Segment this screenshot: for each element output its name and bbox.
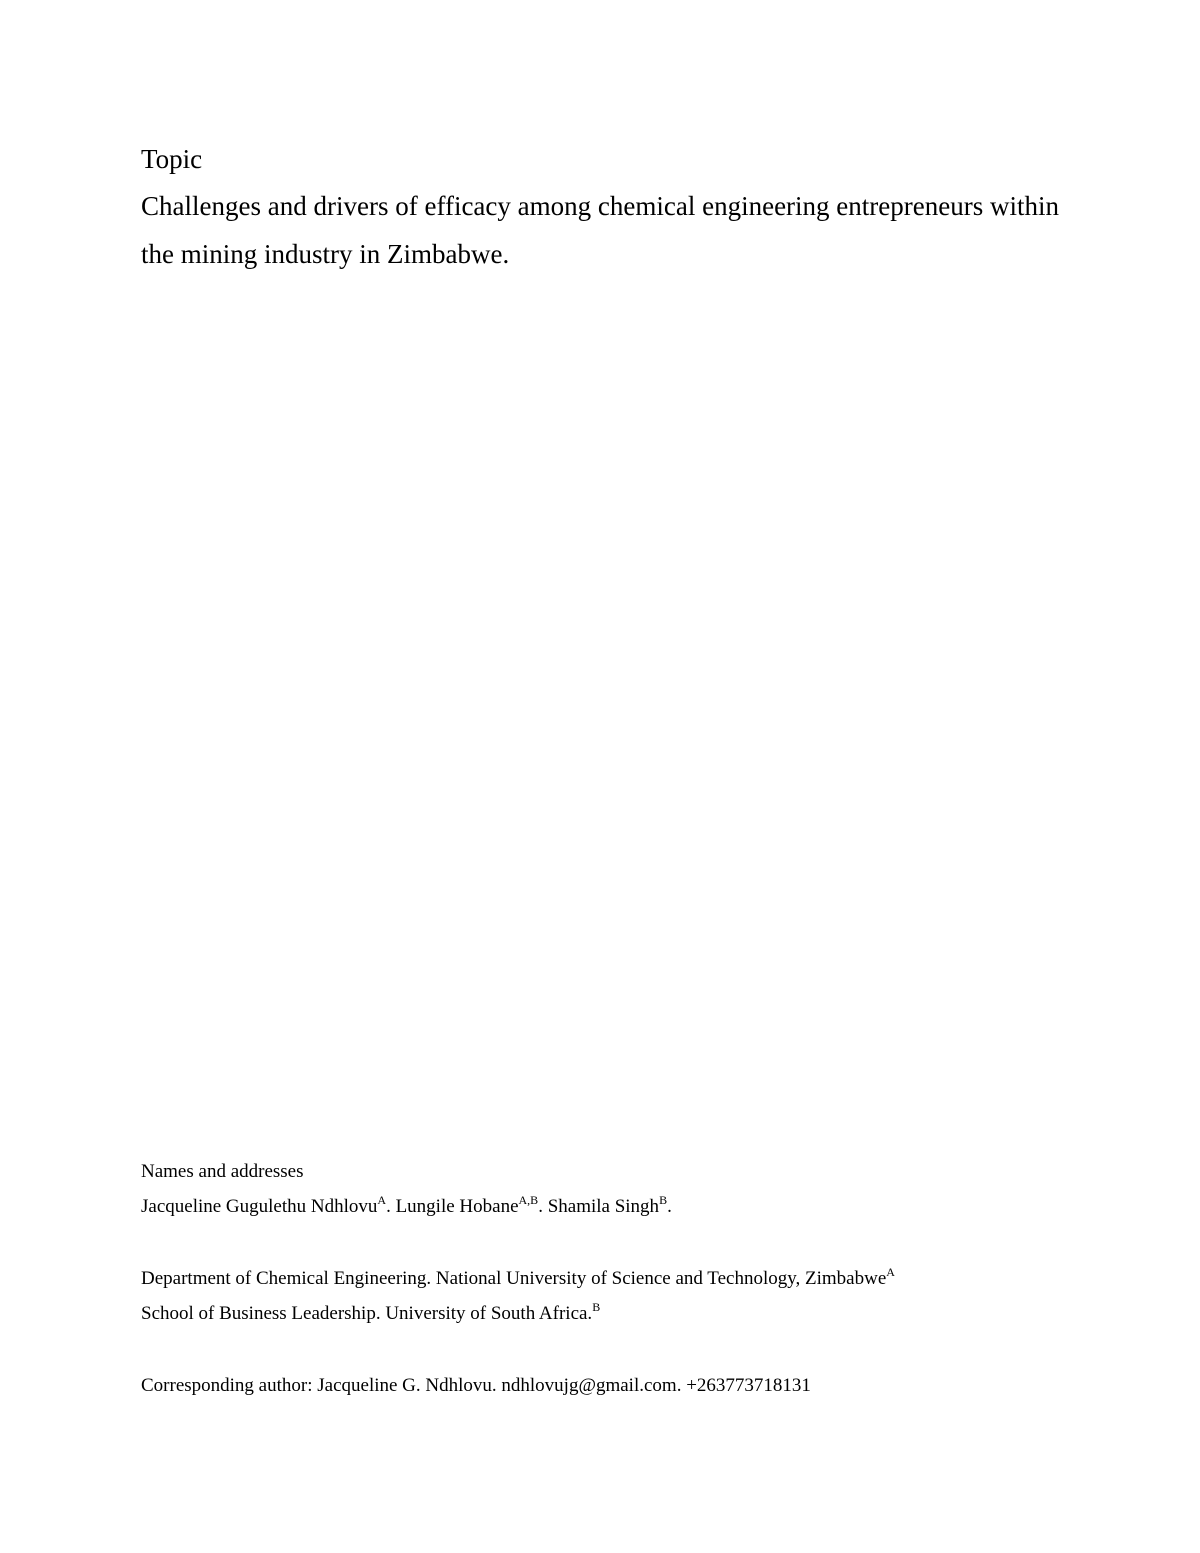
author-separator: .: [386, 1196, 396, 1217]
authors-section: [141, 1154, 1101, 1403]
author-name: Lungile Hobane: [395, 1196, 519, 1217]
paper-title: Challenges and drivers of efficacy among chemical engineering entrepreneurs within the mining industry in Zimbabwe.: [141, 191, 1059, 269]
affiliation-text: Department of Chemical Engineering. National University of Science and Technology, Zimbabwe: [141, 1268, 887, 1289]
author-list: [141, 1189, 1101, 1224]
author-separator: .: [538, 1196, 548, 1217]
topic-label: Topic: [141, 144, 203, 174]
spacer: [141, 1331, 1101, 1368]
affiliation-mark: B: [592, 1299, 601, 1314]
affiliation-line: [141, 1261, 1101, 1296]
names-heading: Names and addresses: [141, 1161, 304, 1182]
corresponding-author: Corresponding author: Jacqueline G. Ndhlovu. ndhlovujg@gmail.com. +263773718131: [141, 1375, 811, 1396]
author-separator: .: [667, 1196, 672, 1217]
author-affiliation-mark: B: [659, 1192, 668, 1207]
spacer: [141, 1224, 1101, 1261]
author-affiliation-mark: A,B: [518, 1192, 539, 1207]
author-name: Shamila Singh: [547, 1196, 660, 1217]
author-name: Jacqueline Gugulethu Ndhlovu: [141, 1196, 378, 1217]
author-affiliation-mark: A: [377, 1192, 387, 1207]
affiliation-text: School of Business Leadership. University of South Africa.: [141, 1303, 593, 1324]
affiliation-line: [141, 1296, 1101, 1331]
affiliation-mark: A: [886, 1264, 895, 1279]
topic-section: [141, 137, 1059, 278]
